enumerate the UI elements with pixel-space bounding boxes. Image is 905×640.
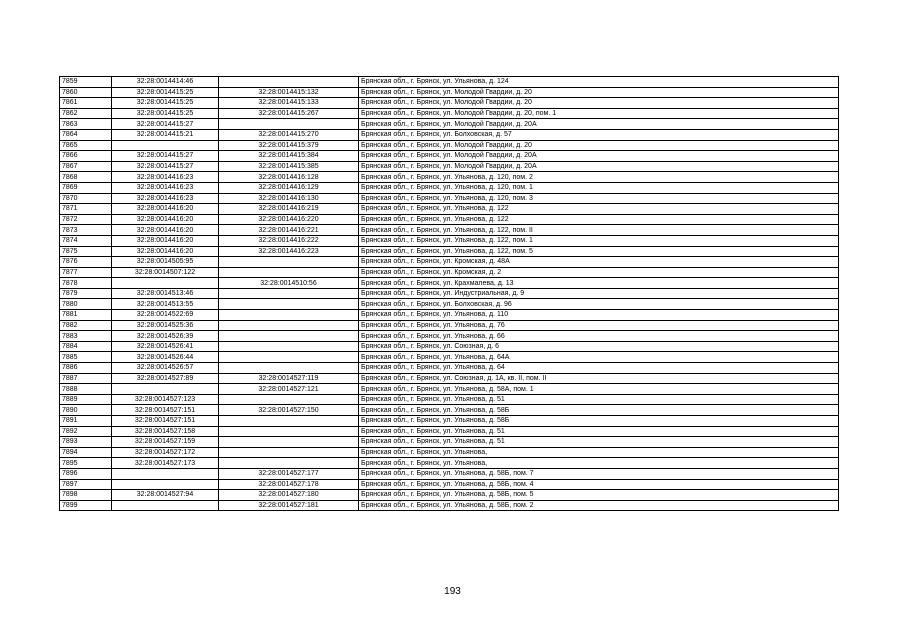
row-number-cell: 7891 bbox=[60, 416, 112, 427]
address-cell: Брянская обл., г. Брянск, ул. Ульянова, д. 58Б, пом. 7 bbox=[359, 468, 839, 479]
land-cadastral-number-cell: 32:28:0014414:46 bbox=[112, 77, 219, 88]
land-cadastral-number-cell: 32:28:0014415:27 bbox=[112, 119, 219, 130]
land-cadastral-number-cell: 32:28:0014416:20 bbox=[112, 246, 219, 257]
table-row bbox=[60, 235, 839, 246]
address-cell: Брянская обл., г. Брянск, ул. Ульянова, д. 51 bbox=[359, 437, 839, 448]
address-cell: Брянская обл., г. Брянск, ул. Ульянова, д. 110 bbox=[359, 310, 839, 321]
address-cell: Брянская обл., г. Брянск, ул. Молодой Гвардии, д. 20 bbox=[359, 87, 839, 98]
table-row bbox=[60, 363, 839, 374]
land-cadastral-number-cell: 32:28:0014415:25 bbox=[112, 98, 219, 109]
row-number-cell: 7887 bbox=[60, 373, 112, 384]
table-row bbox=[60, 182, 839, 193]
land-cadastral-number-cell: 32:28:0014527:172 bbox=[112, 447, 219, 458]
row-number-cell: 7886 bbox=[60, 363, 112, 374]
address-cell: Брянская обл., г. Брянск, ул. Ульянова, д. 122, пом. 1 bbox=[359, 235, 839, 246]
address-cell: Брянская обл., г. Брянск, ул. Ульянова, д. 51 bbox=[359, 394, 839, 405]
object-cadastral-number-cell: 32:28:0014527:178 bbox=[219, 479, 359, 490]
land-cadastral-number-cell: 32:28:0014416:23 bbox=[112, 193, 219, 204]
object-cadastral-number-cell bbox=[219, 331, 359, 342]
table-row bbox=[60, 257, 839, 268]
table-row bbox=[60, 246, 839, 257]
object-cadastral-number-cell bbox=[219, 267, 359, 278]
object-cadastral-number-cell bbox=[219, 288, 359, 299]
land-cadastral-number-cell: 32:28:0014507:122 bbox=[112, 267, 219, 278]
object-cadastral-number-cell: 32:28:0014416:223 bbox=[219, 246, 359, 257]
address-cell: Брянская обл., г. Брянск, ул. Ульянова, д. 66 bbox=[359, 331, 839, 342]
land-cadastral-number-cell: 32:28:0014416:20 bbox=[112, 204, 219, 215]
table-row bbox=[60, 310, 839, 321]
address-cell: Брянская обл., г. Брянск, ул. Ульянова, д. 58Б, пом. 5 bbox=[359, 490, 839, 501]
object-cadastral-number-cell: 32:28:0014416:220 bbox=[219, 214, 359, 225]
object-cadastral-number-cell bbox=[219, 426, 359, 437]
row-number-cell: 7865 bbox=[60, 140, 112, 151]
land-cadastral-number-cell: 32:28:0014527:94 bbox=[112, 490, 219, 501]
row-number-cell: 7870 bbox=[60, 193, 112, 204]
row-number-cell: 7880 bbox=[60, 299, 112, 310]
address-cell: Брянская обл., г. Брянск, ул. Болховская, д. 57 bbox=[359, 129, 839, 140]
address-cell: Брянская обл., г. Брянск, ул. Ульянова, д. 122, пом. II bbox=[359, 225, 839, 236]
object-cadastral-number-cell: 32:28:0014527:181 bbox=[219, 500, 359, 511]
row-number-cell: 7874 bbox=[60, 235, 112, 246]
table-row bbox=[60, 352, 839, 363]
land-cadastral-number-cell: 32:28:0014527:173 bbox=[112, 458, 219, 469]
row-number-cell: 7876 bbox=[60, 257, 112, 268]
object-cadastral-number-cell: 32:28:0014415:384 bbox=[219, 151, 359, 162]
object-cadastral-number-cell bbox=[219, 320, 359, 331]
table-row bbox=[60, 278, 839, 289]
address-cell: Брянская обл., г. Брянск, ул. Ульянова, bbox=[359, 447, 839, 458]
row-number-cell: 7862 bbox=[60, 108, 112, 119]
object-cadastral-number-cell bbox=[219, 352, 359, 363]
land-cadastral-number-cell: 32:28:0014513:55 bbox=[112, 299, 219, 310]
row-number-cell: 7872 bbox=[60, 214, 112, 225]
table-row bbox=[60, 394, 839, 405]
table-row bbox=[60, 437, 839, 448]
object-cadastral-number-cell bbox=[219, 416, 359, 427]
table-row bbox=[60, 490, 839, 501]
land-cadastral-number-cell: 32:28:0014415:27 bbox=[112, 161, 219, 172]
table-row bbox=[60, 140, 839, 151]
land-cadastral-number-cell bbox=[112, 500, 219, 511]
table-row bbox=[60, 341, 839, 352]
row-number-cell: 7867 bbox=[60, 161, 112, 172]
table-row bbox=[60, 288, 839, 299]
object-cadastral-number-cell bbox=[219, 458, 359, 469]
land-cadastral-number-cell bbox=[112, 468, 219, 479]
land-cadastral-number-cell bbox=[112, 278, 219, 289]
table-row bbox=[60, 373, 839, 384]
table-row bbox=[60, 77, 839, 88]
row-number-cell: 7864 bbox=[60, 129, 112, 140]
table-row bbox=[60, 468, 839, 479]
object-cadastral-number-cell bbox=[219, 394, 359, 405]
table-row bbox=[60, 331, 839, 342]
address-cell: Брянская обл., г. Брянск, ул. Ульянова, д. 58А, пом. 1 bbox=[359, 384, 839, 395]
row-number-cell: 7885 bbox=[60, 352, 112, 363]
land-cadastral-number-cell: 32:28:0014505:95 bbox=[112, 257, 219, 268]
object-cadastral-number-cell: 32:28:0014527:121 bbox=[219, 384, 359, 395]
table-row bbox=[60, 447, 839, 458]
table-row bbox=[60, 405, 839, 416]
object-cadastral-number-cell bbox=[219, 310, 359, 321]
land-cadastral-number-cell: 32:28:0014526:44 bbox=[112, 352, 219, 363]
table-row bbox=[60, 108, 839, 119]
object-cadastral-number-cell: 32:28:0014527:150 bbox=[219, 405, 359, 416]
address-cell: Брянская обл., г. Брянск, ул. Кромская, д. 2 bbox=[359, 267, 839, 278]
table-row bbox=[60, 119, 839, 130]
table-row bbox=[60, 320, 839, 331]
row-number-cell: 7898 bbox=[60, 490, 112, 501]
land-cadastral-number-cell: 32:28:0014527:151 bbox=[112, 405, 219, 416]
object-cadastral-number-cell bbox=[219, 437, 359, 448]
page-number: 193 bbox=[444, 586, 461, 597]
land-cadastral-number-cell: 32:28:0014416:23 bbox=[112, 172, 219, 183]
row-number-cell: 7875 bbox=[60, 246, 112, 257]
address-cell: Брянская обл., г. Брянск, ул. Ульянова, д. 120, пом. 2 bbox=[359, 172, 839, 183]
address-cell: Брянская обл., г. Брянск, ул. Молодой Гвардии, д. 20А bbox=[359, 151, 839, 162]
address-cell: Брянская обл., г. Брянск, ул. Ульянова, д. 64 bbox=[359, 363, 839, 374]
object-cadastral-number-cell: 32:28:0014510:56 bbox=[219, 278, 359, 289]
table-row bbox=[60, 384, 839, 395]
row-number-cell: 7871 bbox=[60, 204, 112, 215]
object-cadastral-number-cell: 32:28:0014527:180 bbox=[219, 490, 359, 501]
address-cell: Брянская обл., г. Брянск, ул. Ульянова, д. 58Б, пом. 2 bbox=[359, 500, 839, 511]
address-cell: Брянская обл., г. Брянск, ул. Союзная, д. 6 bbox=[359, 341, 839, 352]
address-cell: Брянская обл., г. Брянск, ул. Ульянова, д. 58Б bbox=[359, 405, 839, 416]
row-number-cell: 7893 bbox=[60, 437, 112, 448]
land-cadastral-number-cell: 32:28:0014415:25 bbox=[112, 108, 219, 119]
row-number-cell: 7879 bbox=[60, 288, 112, 299]
table-row bbox=[60, 214, 839, 225]
land-cadastral-number-cell: 32:28:0014522:69 bbox=[112, 310, 219, 321]
table-row bbox=[60, 416, 839, 427]
object-cadastral-number-cell: 32:28:0014416:219 bbox=[219, 204, 359, 215]
address-cell: Брянская обл., г. Брянск, ул. Молодой Гвардии, д. 20 bbox=[359, 98, 839, 109]
land-cadastral-number-cell: 32:28:0014415:27 bbox=[112, 151, 219, 162]
row-number-cell: 7868 bbox=[60, 172, 112, 183]
address-cell: Брянская обл., г. Брянск, ул. Ульянова, д. 51 bbox=[359, 426, 839, 437]
row-number-cell: 7881 bbox=[60, 310, 112, 321]
address-cell: Брянская обл., г. Брянск, ул. Ульянова, д. 122 bbox=[359, 204, 839, 215]
land-cadastral-number-cell bbox=[112, 140, 219, 151]
table-row bbox=[60, 87, 839, 98]
object-cadastral-number-cell: 32:28:0014527:177 bbox=[219, 468, 359, 479]
row-number-cell: 7884 bbox=[60, 341, 112, 352]
address-cell: Брянская обл., г. Брянск, ул. Союзная, д. 1А, кв. II, пом. II bbox=[359, 373, 839, 384]
land-cadastral-number-cell: 32:28:0014526:57 bbox=[112, 363, 219, 374]
table-row bbox=[60, 161, 839, 172]
address-cell: Брянская обл., г. Брянск, ул. Ульянова, д. 76 bbox=[359, 320, 839, 331]
row-number-cell: 7895 bbox=[60, 458, 112, 469]
object-cadastral-number-cell: 32:28:0014416:130 bbox=[219, 193, 359, 204]
row-number-cell: 7863 bbox=[60, 119, 112, 130]
object-cadastral-number-cell: 32:28:0014416:221 bbox=[219, 225, 359, 236]
table-row bbox=[60, 193, 839, 204]
table-row bbox=[60, 98, 839, 109]
object-cadastral-number-cell: 32:28:0014416:128 bbox=[219, 172, 359, 183]
row-number-cell: 7897 bbox=[60, 479, 112, 490]
row-number-cell: 7861 bbox=[60, 98, 112, 109]
object-cadastral-number-cell bbox=[219, 299, 359, 310]
land-cadastral-number-cell: 32:28:0014525:36 bbox=[112, 320, 219, 331]
row-number-cell: 7892 bbox=[60, 426, 112, 437]
row-number-cell: 7859 bbox=[60, 77, 112, 88]
table-row bbox=[60, 267, 839, 278]
address-cell: Брянская обл., г. Брянск, ул. Ульянова, д. 64А bbox=[359, 352, 839, 363]
registry-table-body bbox=[60, 77, 839, 511]
land-cadastral-number-cell: 32:28:0014416:20 bbox=[112, 214, 219, 225]
row-number-cell: 7894 bbox=[60, 447, 112, 458]
address-cell: Брянская обл., г. Брянск, ул. Молодой Гвардии, д. 20А bbox=[359, 161, 839, 172]
land-cadastral-number-cell: 32:28:0014415:21 bbox=[112, 129, 219, 140]
table-row bbox=[60, 458, 839, 469]
object-cadastral-number-cell: 32:28:0014416:129 bbox=[219, 182, 359, 193]
object-cadastral-number-cell: 32:28:0014415:133 bbox=[219, 98, 359, 109]
object-cadastral-number-cell bbox=[219, 363, 359, 374]
address-cell: Брянская обл., г. Брянск, ул. Крахмалева, д. 13 bbox=[359, 278, 839, 289]
object-cadastral-number-cell: 32:28:0014527:119 bbox=[219, 373, 359, 384]
row-number-cell: 7889 bbox=[60, 394, 112, 405]
address-cell: Брянская обл., г. Брянск, ул. Индустриальная, д. 9 bbox=[359, 288, 839, 299]
table-row bbox=[60, 204, 839, 215]
land-cadastral-number-cell: 32:28:0014415:25 bbox=[112, 87, 219, 98]
land-cadastral-number-cell: 32:28:0014527:123 bbox=[112, 394, 219, 405]
row-number-cell: 7878 bbox=[60, 278, 112, 289]
address-cell: Брянская обл., г. Брянск, ул. Болховская, д. 96 bbox=[359, 299, 839, 310]
row-number-cell: 7873 bbox=[60, 225, 112, 236]
object-cadastral-number-cell bbox=[219, 341, 359, 352]
row-number-cell: 7866 bbox=[60, 151, 112, 162]
row-number-cell: 7888 bbox=[60, 384, 112, 395]
row-number-cell: 7877 bbox=[60, 267, 112, 278]
land-cadastral-number-cell: 32:28:0014527:151 bbox=[112, 416, 219, 427]
address-cell: Брянская обл., г. Брянск, ул. Кромская, д. 48А bbox=[359, 257, 839, 268]
object-cadastral-number-cell: 32:28:0014415:132 bbox=[219, 87, 359, 98]
address-cell: Брянская обл., г. Брянск, ул. Ульянова, д. 120, пом. 1 bbox=[359, 182, 839, 193]
table-row bbox=[60, 151, 839, 162]
table-row bbox=[60, 479, 839, 490]
address-cell: Брянская обл., г. Брянск, ул. Ульянова, д. 122 bbox=[359, 214, 839, 225]
table-row bbox=[60, 500, 839, 511]
address-cell: Брянская обл., г. Брянск, ул. Ульянова, bbox=[359, 458, 839, 469]
land-cadastral-number-cell: 32:28:0014527:159 bbox=[112, 437, 219, 448]
table-row bbox=[60, 299, 839, 310]
land-cadastral-number-cell bbox=[112, 479, 219, 490]
address-cell: Брянская обл., г. Брянск, ул. Молодой Гвардии, д. 20А bbox=[359, 119, 839, 130]
address-cell: Брянская обл., г. Брянск, ул. Ульянова, д. 120, пом. 3 bbox=[359, 193, 839, 204]
land-cadastral-number-cell: 32:28:0014527:158 bbox=[112, 426, 219, 437]
row-number-cell: 7869 bbox=[60, 182, 112, 193]
object-cadastral-number-cell bbox=[219, 119, 359, 130]
table-row bbox=[60, 225, 839, 236]
land-cadastral-number-cell: 32:28:0014416:20 bbox=[112, 225, 219, 236]
object-cadastral-number-cell bbox=[219, 447, 359, 458]
address-cell: Брянская обл., г. Брянск, ул. Ульянова, д. 58Б bbox=[359, 416, 839, 427]
address-cell: Брянская обл., г. Брянск, ул. Молодой Гвардии, д. 20, пом. 1 bbox=[359, 108, 839, 119]
table-row bbox=[60, 172, 839, 183]
row-number-cell: 7882 bbox=[60, 320, 112, 331]
land-cadastral-number-cell: 32:28:0014416:23 bbox=[112, 182, 219, 193]
land-cadastral-number-cell: 32:28:0014513:46 bbox=[112, 288, 219, 299]
land-cadastral-number-cell: 32:28:0014416:20 bbox=[112, 235, 219, 246]
registry-table bbox=[59, 76, 839, 511]
table-row bbox=[60, 426, 839, 437]
land-cadastral-number-cell bbox=[112, 384, 219, 395]
object-cadastral-number-cell: 32:28:0014415:385 bbox=[219, 161, 359, 172]
land-cadastral-number-cell: 32:28:0014526:39 bbox=[112, 331, 219, 342]
row-number-cell: 7899 bbox=[60, 500, 112, 511]
land-cadastral-number-cell: 32:28:0014526:41 bbox=[112, 341, 219, 352]
row-number-cell: 7860 bbox=[60, 87, 112, 98]
address-cell: Брянская обл., г. Брянск, ул. Ульянова, д. 124 bbox=[359, 77, 839, 88]
object-cadastral-number-cell: 32:28:0014416:222 bbox=[219, 235, 359, 246]
object-cadastral-number-cell: 32:28:0014415:267 bbox=[219, 108, 359, 119]
object-cadastral-number-cell bbox=[219, 257, 359, 268]
address-cell: Брянская обл., г. Брянск, ул. Ульянова, д. 58Б, пом. 4 bbox=[359, 479, 839, 490]
object-cadastral-number-cell: 32:28:0014415:270 bbox=[219, 129, 359, 140]
address-cell: Брянская обл., г. Брянск, ул. Молодой Гвардии, д. 20 bbox=[359, 140, 839, 151]
table-row bbox=[60, 129, 839, 140]
row-number-cell: 7883 bbox=[60, 331, 112, 342]
land-cadastral-number-cell: 32:28:0014527:89 bbox=[112, 373, 219, 384]
object-cadastral-number-cell: 32:28:0014415:379 bbox=[219, 140, 359, 151]
object-cadastral-number-cell bbox=[219, 77, 359, 88]
row-number-cell: 7896 bbox=[60, 468, 112, 479]
row-number-cell: 7890 bbox=[60, 405, 112, 416]
address-cell: Брянская обл., г. Брянск, ул. Ульянова, д. 122, пом. 5 bbox=[359, 246, 839, 257]
